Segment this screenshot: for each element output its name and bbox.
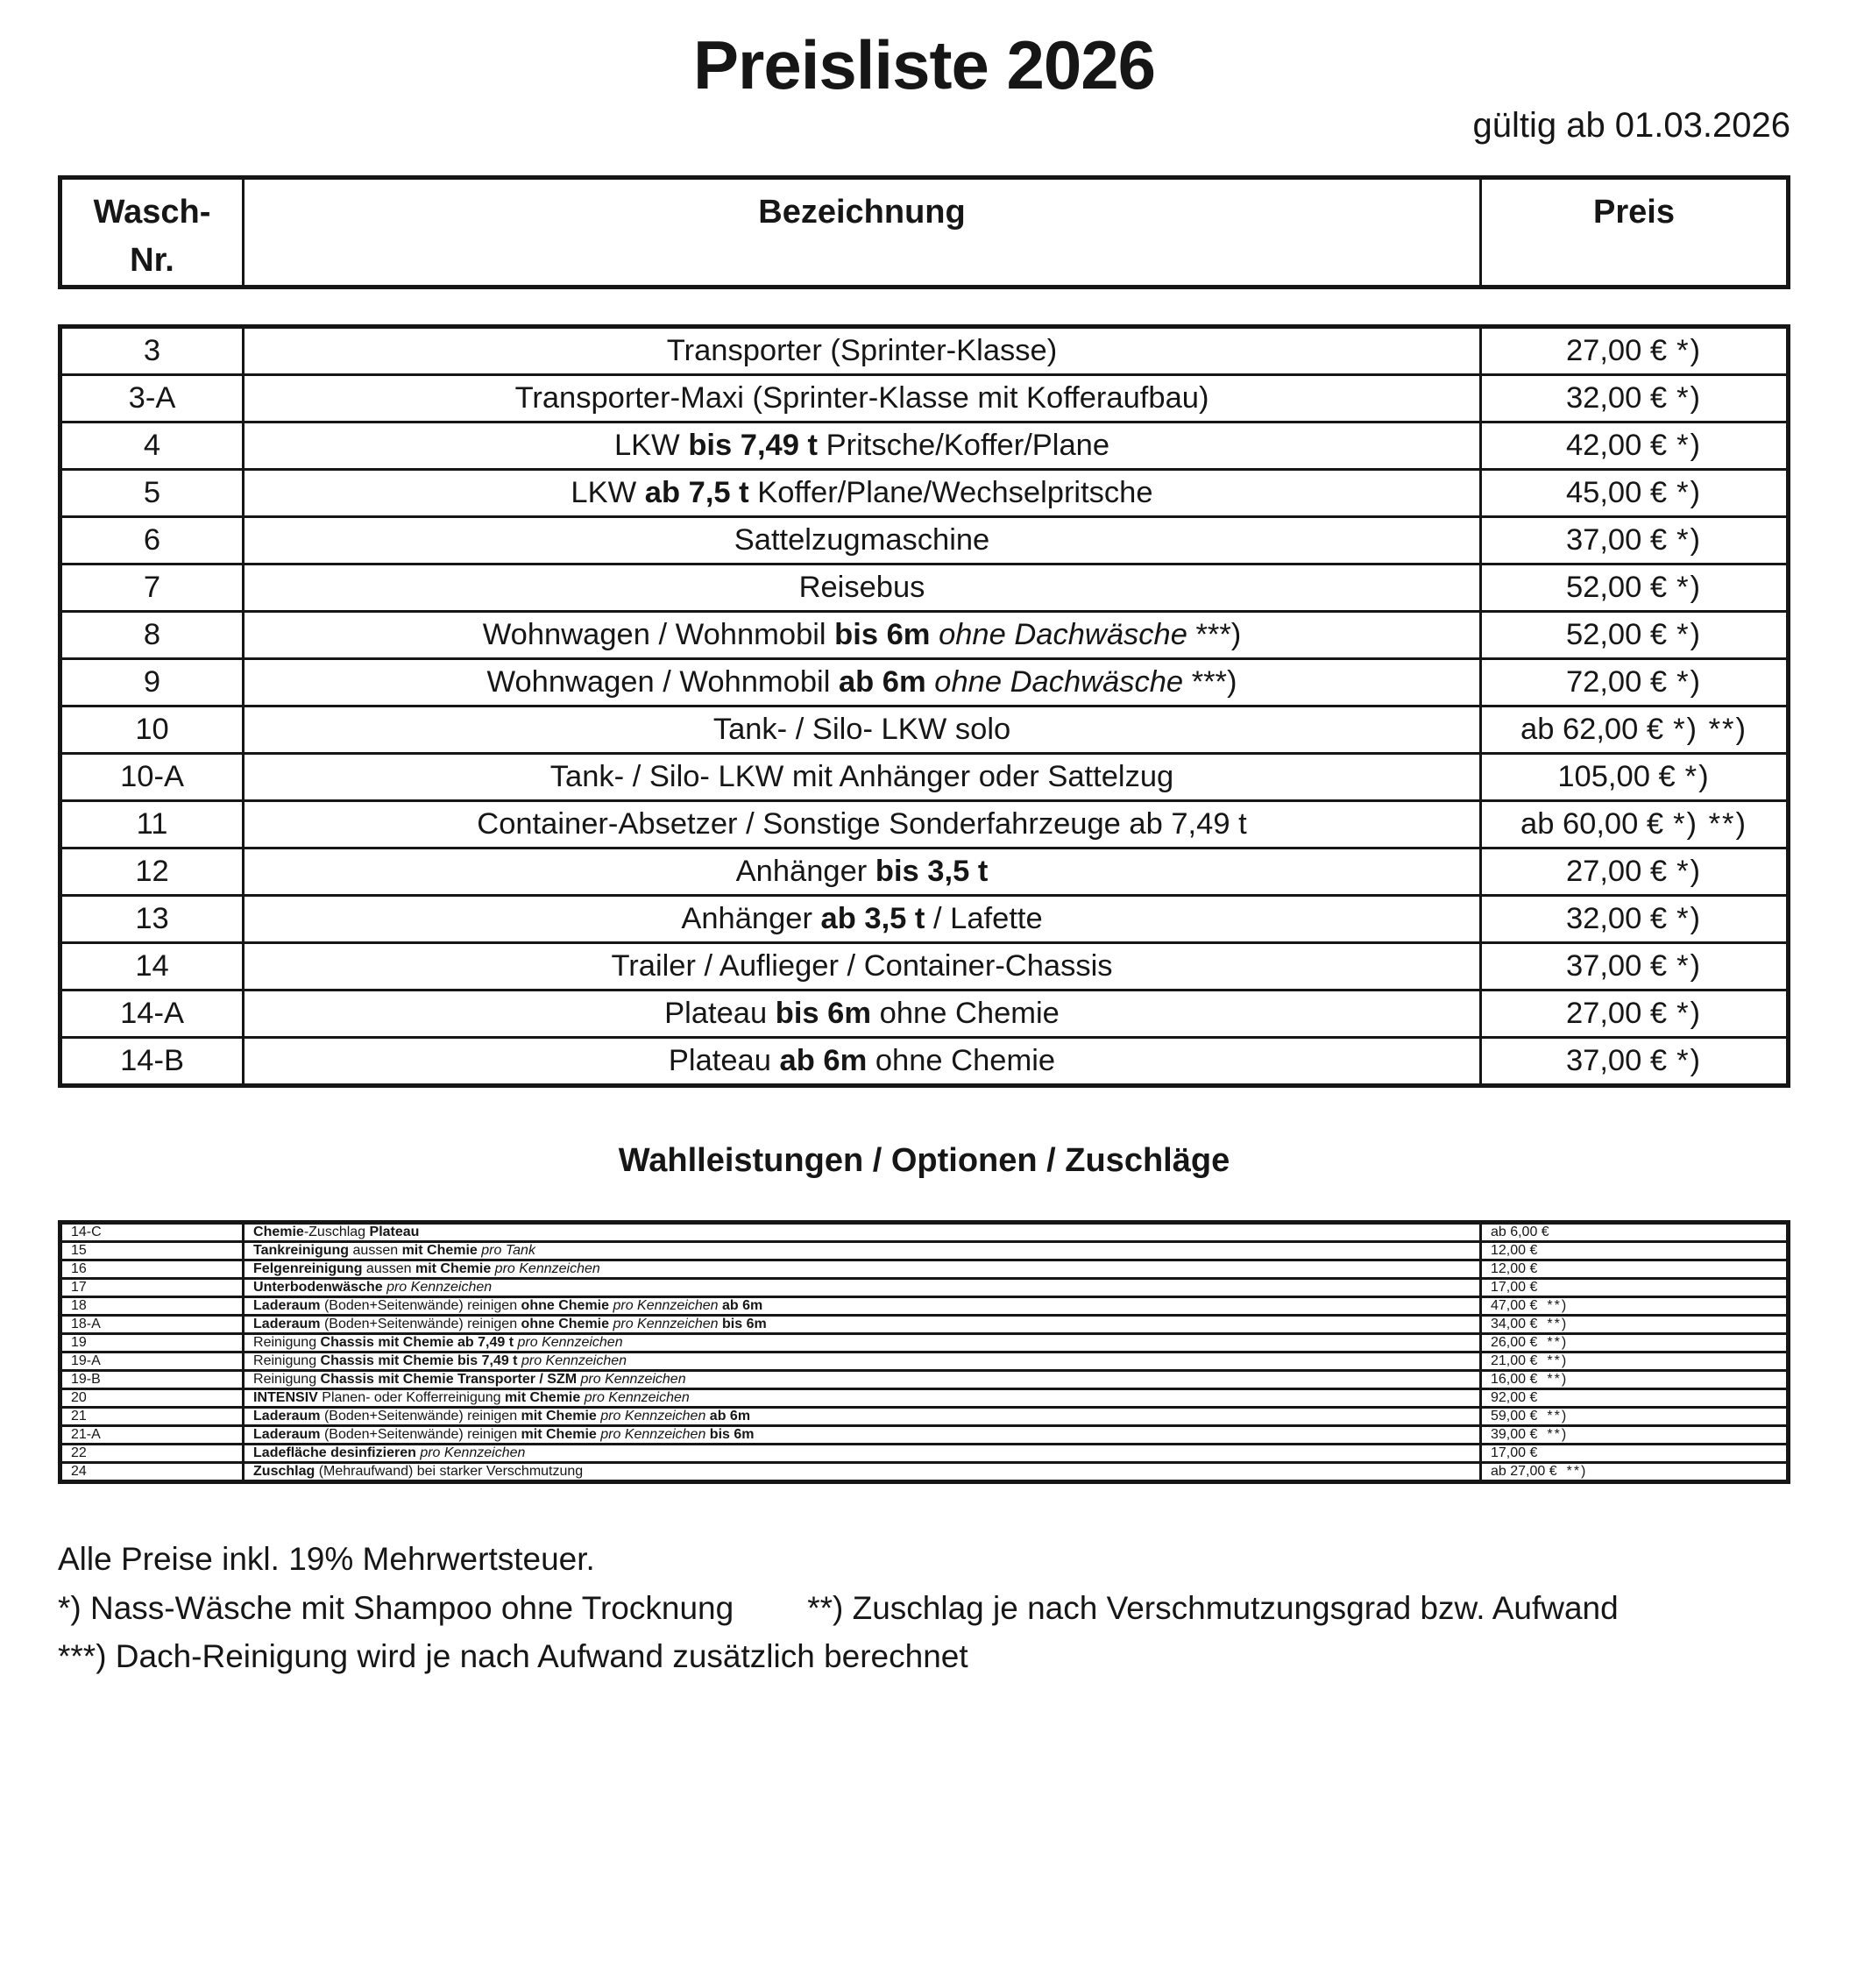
description-cell xyxy=(244,564,1481,612)
description-segment: ab 6m xyxy=(779,1043,868,1077)
description-cell xyxy=(244,327,1481,375)
description-cell xyxy=(244,896,1481,943)
description-segment: Plateau xyxy=(668,1043,780,1077)
price-footnote-marker: *) xyxy=(1676,380,1702,415)
table-row xyxy=(60,327,1789,375)
page-title: Preisliste 2026 xyxy=(692,26,1156,103)
table-row xyxy=(60,801,1789,848)
wash-nr-cell: 3 xyxy=(60,327,244,375)
description-segment: Reinigung xyxy=(253,1372,321,1388)
description-segment: bis 6m xyxy=(722,1317,767,1332)
description-segment: ohne Dachwäsche xyxy=(934,664,1184,699)
price-cell xyxy=(1480,1426,1788,1445)
description-segment: (Boden+Seitenwände) reinigen xyxy=(320,1317,521,1332)
table-row xyxy=(60,564,1789,612)
description-segment: Plateau xyxy=(369,1225,420,1240)
price-cell xyxy=(1480,1260,1788,1279)
table-row xyxy=(60,1408,1789,1426)
description-cell xyxy=(244,1371,1481,1389)
price-value: 37,00 € xyxy=(1565,522,1668,557)
description-segment: pro Kennzeichen xyxy=(420,1445,526,1461)
price-cell xyxy=(1480,327,1788,375)
wash-nr-cell: 20 xyxy=(60,1389,244,1408)
price-cell xyxy=(1480,1038,1788,1086)
description-segment: mit Chemie xyxy=(401,1243,478,1259)
wash-nr-cell: 19-A xyxy=(60,1353,244,1371)
wash-nr-cell: 13 xyxy=(60,896,244,943)
wash-nr-cell: 21-A xyxy=(60,1426,244,1445)
wash-nr-cell: 14 xyxy=(60,943,244,990)
description-segment: bis 6m xyxy=(775,996,872,1030)
table-row xyxy=(60,1426,1789,1445)
wash-nr-line2: Nr. xyxy=(130,242,174,280)
price-cell xyxy=(1480,470,1788,517)
price-footnote-marker: *) xyxy=(1676,996,1702,1030)
price-cell xyxy=(1480,422,1788,470)
price-value: 39,00 € xyxy=(1490,1427,1538,1443)
description-cell xyxy=(244,801,1481,848)
price-footnote-marker: *) xyxy=(1676,901,1702,935)
price-value: 47,00 € xyxy=(1490,1298,1538,1314)
wash-nr-line1: Wasch- xyxy=(93,194,211,231)
description-segment xyxy=(926,665,935,699)
price-cell xyxy=(1480,517,1788,564)
price-value: 16,00 € xyxy=(1490,1372,1538,1388)
description-segment: mit Chemie xyxy=(521,1409,597,1424)
table-row xyxy=(60,943,1789,990)
description-segment: Trailer / Auflieger / Container-Chassis xyxy=(611,948,1113,983)
description-segment: Wohnwagen / Wohnmobil xyxy=(482,617,835,651)
description-segment: Chassis mit Chemie ab 7,49 t xyxy=(320,1335,514,1351)
price-footnote-marker: *) xyxy=(1676,1043,1702,1077)
description-cell xyxy=(244,1279,1481,1297)
description-segment: / Lafette xyxy=(925,901,1043,935)
table-row xyxy=(60,1445,1789,1463)
price-footnote-marker: *) xyxy=(1676,428,1702,462)
price-cell xyxy=(1480,848,1788,896)
description-segment: ab 6m xyxy=(709,1409,751,1424)
description-segment: pro Kennzeichen xyxy=(386,1280,493,1296)
price-footnote-marker: *) xyxy=(1676,854,1702,888)
table-row xyxy=(60,706,1789,754)
description-cell xyxy=(244,1334,1481,1353)
price-cell xyxy=(1480,896,1788,943)
wash-nr-cell: 6 xyxy=(60,517,244,564)
footnote-single-star: *) Nass-Wäsche mit Shampoo ohne Trocknung xyxy=(58,1589,734,1626)
options-section-title: Wahlleistungen / Optionen / Zuschläge xyxy=(618,1142,1230,1180)
price-footnote-marker: **) xyxy=(1547,1372,1569,1388)
description-segment: Chassis mit Chemie Transporter / SZM xyxy=(320,1372,578,1388)
price-cell xyxy=(1480,1408,1788,1426)
description-segment: (Mehraufwand) bei starker Verschmutzung xyxy=(315,1464,584,1480)
document-footer xyxy=(58,1535,1790,1681)
validity-date: gültig ab 01.03.2026 xyxy=(1472,106,1790,145)
description-segment: pro Kennzeichen xyxy=(584,1390,690,1406)
description-segment: Anhänger xyxy=(735,854,875,888)
price-value: 27,00 € xyxy=(1565,854,1668,888)
description-cell xyxy=(244,1038,1481,1086)
price-value: 27,00 € xyxy=(1565,996,1668,1030)
wash-nr-cell: 10-A xyxy=(60,754,244,801)
table-row xyxy=(60,612,1789,659)
table-row xyxy=(60,659,1789,706)
footnote-double-star: **) Zuschlag je nach Verschmutzungsgrad bzw. Aufwand xyxy=(807,1589,1619,1626)
description-segment: (Boden+Seitenwände) reinigen xyxy=(320,1298,521,1314)
description-segment: Koffer/Plane/Wechselpritsche xyxy=(748,475,1153,509)
description-cell xyxy=(244,1426,1481,1445)
description-segment: mit Chemie xyxy=(505,1390,581,1406)
description-segment: Chemie xyxy=(253,1225,304,1240)
wash-nr-cell: 19 xyxy=(60,1334,244,1353)
options-price-table xyxy=(58,1220,1790,1484)
description-segment: LKW xyxy=(571,475,645,509)
price-footnote-marker: **) xyxy=(1547,1317,1569,1332)
description-segment: Laderaum xyxy=(253,1317,321,1332)
wash-nr-cell: 12 xyxy=(60,848,244,896)
description-cell xyxy=(244,1463,1481,1482)
price-footnote-marker: *) xyxy=(1676,617,1702,651)
description-segment: Container-Absetzer / Sonstige Sonderfahrzeuge ab 7,49 t xyxy=(477,806,1247,841)
description-cell xyxy=(244,375,1481,422)
description-cell xyxy=(244,1408,1481,1426)
description-segment: Tank- / Silo- LKW mit Anhänger oder Sattelzug xyxy=(549,759,1174,793)
price-footnote-marker: *) xyxy=(1676,948,1702,983)
table-row xyxy=(60,1260,1789,1279)
table-row xyxy=(60,1463,1789,1482)
price-cell xyxy=(1480,1223,1788,1242)
description-segment: bis 7,49 t xyxy=(688,428,818,462)
description-segment: Reinigung xyxy=(253,1335,321,1351)
wash-nr-cell: 17 xyxy=(60,1279,244,1297)
table-row xyxy=(60,1038,1789,1086)
price-cell xyxy=(1480,801,1788,848)
price-cell xyxy=(1480,1316,1788,1334)
description-cell xyxy=(244,1389,1481,1408)
price-value: 59,00 € xyxy=(1490,1409,1538,1424)
price-footnote-marker: **) xyxy=(1566,1464,1588,1480)
table-row xyxy=(60,375,1789,422)
price-footnote-marker: **) xyxy=(1547,1335,1569,1351)
price-cell xyxy=(1480,706,1788,754)
price-footnote-marker: *) xyxy=(1676,664,1702,699)
description-cell xyxy=(244,1353,1481,1371)
price-value: 32,00 € xyxy=(1565,380,1668,415)
wash-nr-cell: 8 xyxy=(60,612,244,659)
description-segment: Laderaum xyxy=(253,1427,321,1443)
table-row xyxy=(60,1353,1789,1371)
description-segment: Felgenreinigung xyxy=(253,1261,363,1277)
description-segment: ohne Chemie xyxy=(867,1043,1056,1077)
price-footnote-marker: *) xyxy=(1684,759,1711,793)
description-segment: pro Kennzeichen xyxy=(517,1335,623,1351)
description-segment: Ladefläche desinfizieren xyxy=(253,1445,416,1461)
price-footnote-marker: **) xyxy=(1547,1298,1569,1314)
price-cell xyxy=(1480,1334,1788,1353)
description-segment: bis 6m xyxy=(709,1427,755,1443)
description-segment: pro Kennzeichen xyxy=(613,1298,719,1314)
price-footnote-marker: *) **) xyxy=(1673,712,1747,746)
table-row xyxy=(60,1389,1789,1408)
description-segment: ohne Dachwäsche xyxy=(939,617,1187,651)
options-table-body xyxy=(60,1223,1789,1482)
description-cell xyxy=(244,659,1481,706)
description-segment: pro Kennzeichen xyxy=(600,1409,706,1424)
description-cell xyxy=(244,754,1481,801)
price-value: 17,00 € xyxy=(1490,1280,1538,1296)
price-cell xyxy=(1480,1371,1788,1389)
footnote-triple-star: ***) Dach-Reinigung wird je nach Aufwand zusätzlich berechnet xyxy=(58,1638,968,1675)
description-cell xyxy=(244,706,1481,754)
description-segment: Transporter-Maxi (Sprinter-Klasse mit Kofferaufbau) xyxy=(514,380,1209,415)
table-row xyxy=(60,990,1789,1038)
wash-nr-cell: 11 xyxy=(60,801,244,848)
description-segment: -Zuschlag xyxy=(303,1225,370,1240)
table-row xyxy=(60,754,1789,801)
description-cell xyxy=(244,848,1481,896)
description-segment: bis 3,5 t xyxy=(875,854,989,888)
table-row xyxy=(60,470,1789,517)
price-cell xyxy=(1480,1389,1788,1408)
description-segment: Planen- oder Kofferreinigung xyxy=(317,1390,506,1406)
wash-nr-cell: 24 xyxy=(60,1463,244,1482)
main-price-table-body xyxy=(60,327,1789,1086)
price-cell xyxy=(1480,990,1788,1038)
description-segment: Pritsche/Koffer/Plane xyxy=(817,428,1110,462)
table-row xyxy=(60,1279,1789,1297)
description-segment: Unterbodenwäsche xyxy=(253,1280,383,1296)
description-segment: Plateau xyxy=(664,996,776,1030)
column-header-description: Bezeichnung xyxy=(244,178,1481,288)
description-segment: ab 3,5 t xyxy=(820,901,925,935)
description-segment: Wohnwagen / Wohnmobil xyxy=(486,664,839,699)
description-segment: Laderaum xyxy=(253,1409,321,1424)
price-cell xyxy=(1480,1463,1788,1482)
wash-nr-cell: 14-B xyxy=(60,1038,244,1086)
price-cell xyxy=(1480,943,1788,990)
table-row xyxy=(60,896,1789,943)
description-segment: aussen xyxy=(362,1261,415,1277)
table-row xyxy=(60,422,1789,470)
description-cell xyxy=(244,612,1481,659)
description-cell xyxy=(244,1223,1481,1242)
wash-nr-cell: 18-A xyxy=(60,1316,244,1334)
description-segment: ohne Chemie xyxy=(871,996,1060,1030)
description-cell xyxy=(244,1260,1481,1279)
price-cell xyxy=(1480,1242,1788,1260)
table-row xyxy=(60,1334,1789,1353)
price-cell xyxy=(1480,375,1788,422)
description-segment: pro Kennzeichen xyxy=(521,1353,627,1369)
table-row xyxy=(60,1371,1789,1389)
price-footnote-marker: **) xyxy=(1547,1353,1569,1369)
description-segment: ab 6m xyxy=(838,664,926,699)
price-value: 45,00 € xyxy=(1565,475,1668,509)
price-value: ab 6,00 € xyxy=(1490,1225,1549,1240)
price-value: 32,00 € xyxy=(1565,901,1668,935)
price-value: ab 60,00 € xyxy=(1520,806,1664,841)
price-footnote-marker: **) xyxy=(1547,1427,1569,1443)
column-header-price: Preis xyxy=(1480,178,1788,288)
table-row xyxy=(60,1223,1789,1242)
description-segment: pro Kennzeichen xyxy=(613,1317,719,1332)
price-cell xyxy=(1480,1353,1788,1371)
description-segment: pro Tank xyxy=(481,1243,535,1259)
description-segment: Transporter (Sprinter-Klasse) xyxy=(666,333,1058,367)
table-row xyxy=(60,1297,1789,1316)
price-footnote-marker: *) xyxy=(1676,522,1702,557)
description-segment: Reinigung xyxy=(253,1353,321,1369)
description-cell xyxy=(244,1316,1481,1334)
column-header-row xyxy=(60,178,1789,288)
document-header xyxy=(58,23,1790,145)
price-value: 26,00 € xyxy=(1490,1335,1538,1351)
description-cell xyxy=(244,422,1481,470)
description-segment: ohne Chemie xyxy=(521,1298,610,1314)
wash-nr-cell: 3-A xyxy=(60,375,244,422)
price-footnote-marker: *) xyxy=(1676,475,1702,509)
wash-nr-cell: 7 xyxy=(60,564,244,612)
description-segment: Reisebus xyxy=(798,570,925,604)
price-value: 21,00 € xyxy=(1490,1353,1538,1369)
price-footnote-marker: *) xyxy=(1676,570,1702,604)
price-cell xyxy=(1480,1445,1788,1463)
price-value: 52,00 € xyxy=(1565,617,1668,651)
table-row xyxy=(60,517,1789,564)
description-segment: pro Kennzeichen xyxy=(600,1427,706,1443)
price-value: 12,00 € xyxy=(1490,1243,1538,1259)
price-value: 27,00 € xyxy=(1565,333,1668,367)
description-segment: Anhänger xyxy=(681,901,821,935)
wash-nr-cell: 5 xyxy=(60,470,244,517)
main-price-table xyxy=(58,324,1790,1088)
wash-nr-cell: 21 xyxy=(60,1408,244,1426)
wash-nr-cell: 4 xyxy=(60,422,244,470)
vat-note: Alle Preise inkl. 19% Mehrwertsteuer. xyxy=(58,1541,595,1578)
description-segment: pro Kennzeichen xyxy=(494,1261,600,1277)
price-cell xyxy=(1480,754,1788,801)
price-cell xyxy=(1480,1297,1788,1316)
description-segment: mit Chemie xyxy=(521,1427,597,1443)
wash-nr-cell: 9 xyxy=(60,659,244,706)
description-cell xyxy=(244,1242,1481,1260)
description-cell xyxy=(244,470,1481,517)
column-header-table xyxy=(58,175,1790,289)
price-value: ab 62,00 € xyxy=(1520,712,1664,746)
description-segment: pro Kennzeichen xyxy=(580,1372,686,1388)
wash-nr-cell: 14-C xyxy=(60,1223,244,1242)
price-value: ab 27,00 € xyxy=(1490,1464,1557,1480)
wash-nr-cell: 22 xyxy=(60,1445,244,1463)
description-segment: Tank- / Silo- LKW solo xyxy=(712,712,1011,746)
price-value: 17,00 € xyxy=(1490,1445,1538,1461)
description-segment: Zuschlag xyxy=(253,1464,315,1480)
description-segment: ***) xyxy=(1183,664,1237,699)
price-footnote-marker: *) xyxy=(1676,333,1702,367)
description-cell xyxy=(244,1297,1481,1316)
price-footnote-marker: *) **) xyxy=(1673,806,1747,841)
wash-nr-cell: 15 xyxy=(60,1242,244,1260)
description-segment: LKW xyxy=(613,428,689,462)
wash-nr-cell: 10 xyxy=(60,706,244,754)
description-segment: aussen xyxy=(349,1243,402,1259)
price-value: 42,00 € xyxy=(1565,428,1668,462)
description-segment: Laderaum xyxy=(253,1298,321,1314)
description-segment: mit Chemie xyxy=(415,1261,492,1277)
price-value: 37,00 € xyxy=(1565,948,1668,983)
price-value: 105,00 € xyxy=(1557,759,1676,793)
table-row xyxy=(60,848,1789,896)
price-cell xyxy=(1480,1279,1788,1297)
description-cell xyxy=(244,517,1481,564)
price-cell xyxy=(1480,564,1788,612)
table-row xyxy=(60,1316,1789,1334)
description-segment: ab 6m xyxy=(722,1298,763,1314)
description-segment: Sattelzugmaschine xyxy=(734,522,990,557)
description-cell xyxy=(244,943,1481,990)
column-header-wash-nr xyxy=(60,178,244,288)
wash-nr-cell: 16 xyxy=(60,1260,244,1279)
description-segment: Chassis mit Chemie bis 7,49 t xyxy=(320,1353,518,1369)
wash-nr-cell: 18 xyxy=(60,1297,244,1316)
footnote-line-1 xyxy=(58,1584,1790,1633)
description-cell xyxy=(244,990,1481,1038)
description-segment: (Boden+Seitenwände) reinigen xyxy=(320,1427,521,1443)
price-footnote-marker: **) xyxy=(1547,1409,1569,1424)
description-segment: ***) xyxy=(1187,617,1242,651)
price-value: 92,00 € xyxy=(1490,1390,1538,1406)
price-value: 52,00 € xyxy=(1565,570,1668,604)
price-cell xyxy=(1480,612,1788,659)
description-segment: bis 6m xyxy=(834,617,931,651)
price-value: 34,00 € xyxy=(1490,1317,1538,1332)
description-segment: ohne Chemie xyxy=(521,1317,610,1332)
description-segment: (Boden+Seitenwände) reinigen xyxy=(320,1409,521,1424)
description-segment: ab 7,5 t xyxy=(644,475,749,509)
price-value: 72,00 € xyxy=(1565,664,1668,699)
wash-nr-cell: 19-B xyxy=(60,1371,244,1389)
table-row xyxy=(60,1242,1789,1260)
description-segment: Tankreinigung xyxy=(253,1243,350,1259)
wash-nr-cell: 14-A xyxy=(60,990,244,1038)
price-value: 12,00 € xyxy=(1490,1261,1538,1277)
description-cell xyxy=(244,1445,1481,1463)
price-value: 37,00 € xyxy=(1565,1043,1668,1077)
description-segment: INTENSIV xyxy=(253,1390,318,1406)
price-cell xyxy=(1480,659,1788,706)
description-segment xyxy=(930,618,939,651)
